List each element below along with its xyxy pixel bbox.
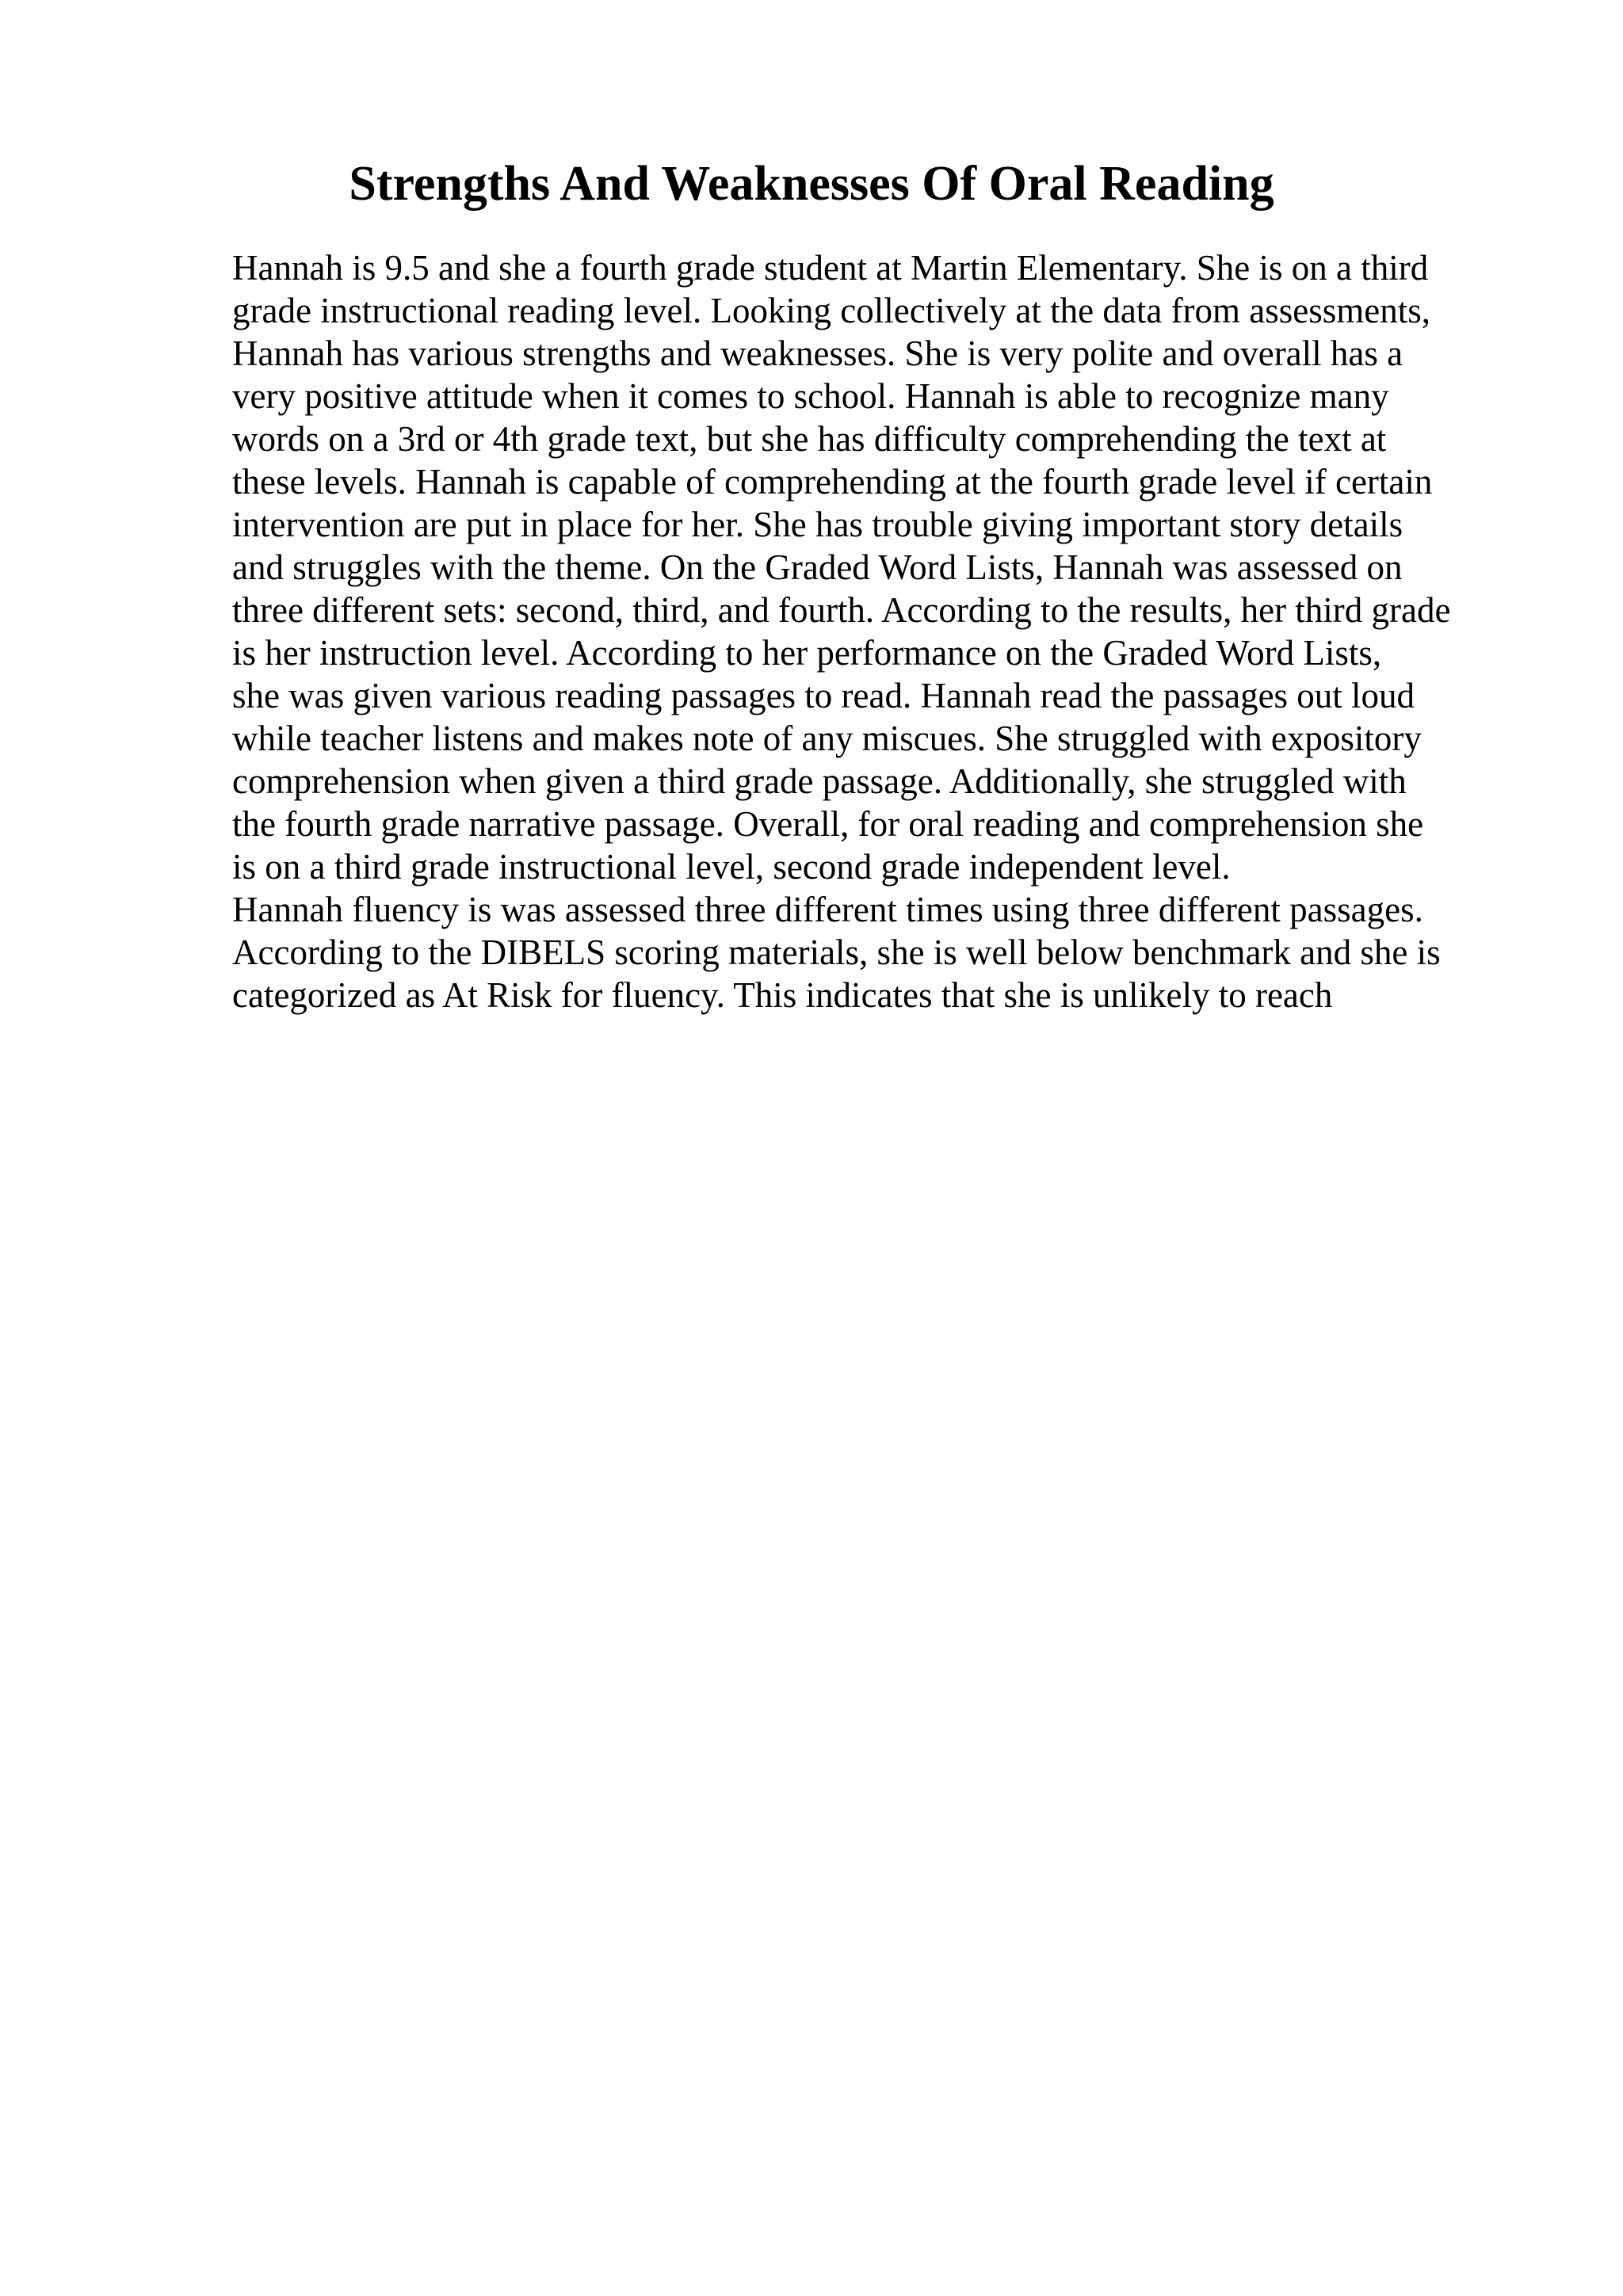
body-line-4: very positive attitude when it comes to school. Hannah is able to recognize many (232, 376, 1389, 416)
document-body (232, 246, 1516, 1016)
body-line-5: words on a 3rd or 4th grade text, but she has difficulty comprehending the text at (232, 419, 1387, 459)
body-line-10: is her instruction level. According to her performance on the Graded Word Lists, (232, 633, 1382, 673)
body-line-11: she was given various reading passages to read. Hannah read the passages out loud (232, 676, 1415, 715)
body-line-1: Hannah is 9.5 and she a fourth grade student at Martin Elementary. She is on a third (232, 248, 1429, 288)
body-line-18: categorized as At Risk for fluency. This indicates that she is unlikely to reach (232, 975, 1333, 1015)
body-line-6: these levels. Hannah is capable of comprehending at the fourth grade level if certain (232, 462, 1433, 502)
body-line-8: and struggles with the theme. On the Graded Word Lists, Hannah was assessed on (232, 547, 1403, 587)
body-line-12: while teacher listens and makes note of any miscues. She struggled with expository (232, 719, 1422, 758)
body-line-14: the fourth grade narrative passage. Overall, for oral reading and comprehension she (232, 804, 1424, 844)
body-line-17: According to the DIBELS scoring materials, she is well below benchmark and she is (232, 933, 1441, 972)
body-line-16: Hannah fluency is was assessed three different times using three different passages. (232, 890, 1423, 929)
body-line-9: three different sets: second, third, and fourth. According to the results, her third grade (232, 590, 1451, 630)
body-line-7: intervention are put in place for her. She has trouble giving important story details (232, 505, 1403, 544)
body-line-3: Hannah has various strengths and weaknesses. She is very polite and overall has a (232, 334, 1403, 373)
body-line-13: comprehension when given a third grade passage. Additionally, she struggled with (232, 761, 1407, 801)
document-title: Strengths And Weaknesses Of Oral Reading (349, 157, 1274, 211)
body-line-15: is on a third grade instructional level, second grade independent level. (232, 847, 1231, 887)
body-line-2: grade instructional reading level. Looking collectively at the data from assessments, (232, 291, 1431, 330)
